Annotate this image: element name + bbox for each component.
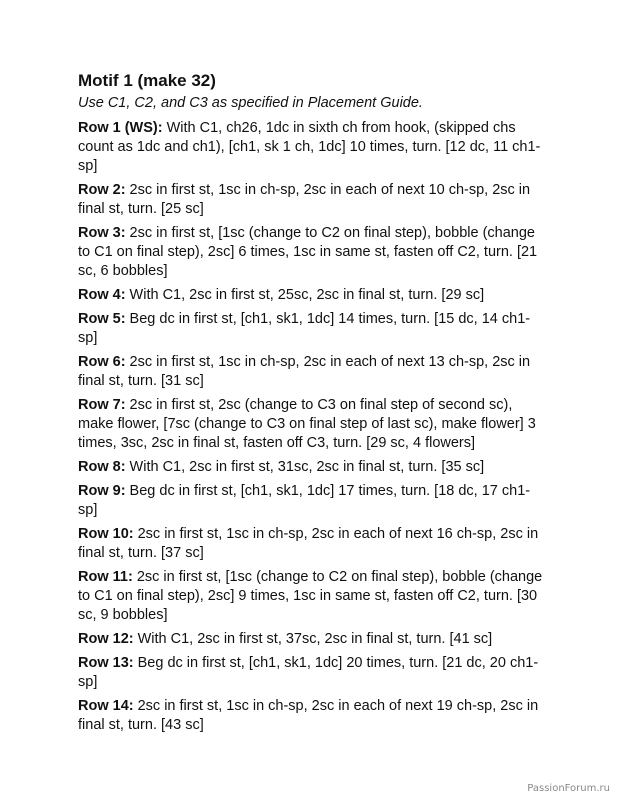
row-label: Row 7: <box>78 397 126 413</box>
row-text: With C1, 2sc in first st, 31sc, 2sc in final st, turn. [35 sc] <box>125 459 485 475</box>
pattern-row <box>78 482 548 520</box>
pattern-page <box>78 70 548 740</box>
row-label: Row 14: <box>78 698 134 714</box>
pattern-row <box>78 697 548 735</box>
pattern-row <box>78 654 548 692</box>
row-label: Row 6: <box>78 354 126 370</box>
pattern-row <box>78 310 548 348</box>
motif-title: Motif 1 (make 32) <box>78 71 216 90</box>
row-label: Row 8: <box>78 459 126 475</box>
row-label: Row 12: <box>78 631 134 647</box>
row-text: 2sc in first st, 1sc in ch-sp, 2sc in each of next 16 ch-sp, 2sc in final st, turn. [37 sc] <box>78 526 539 561</box>
row-text: 2sc in first st, 1sc in ch-sp, 2sc in each of next 13 ch-sp, 2sc in final st, turn. [31 sc] <box>78 354 531 389</box>
pattern-row <box>78 568 548 625</box>
row-text: With C1, 2sc in first st, 25sc, 2sc in final st, turn. [29 sc] <box>125 287 485 303</box>
row-label: Row 3: <box>78 225 126 241</box>
row-label: Row 4: <box>78 287 126 303</box>
row-text: 2sc in first st, 1sc in ch-sp, 2sc in each of next 10 ch-sp, 2sc in final st, turn. [25 sc] <box>78 182 531 217</box>
pattern-row <box>78 525 548 563</box>
row-label: Row 2: <box>78 182 126 198</box>
pattern-row <box>78 119 548 176</box>
row-text: With C1, ch26, 1dc in sixth ch from hook, (skipped chs count as 1dc and ch1), [ch1, sk 1 ch, 1dc] 10 times, turn. [12 dc, 11 ch1-sp] <box>78 120 541 174</box>
row-text: 2sc in first st, 2sc (change to C3 on final step of second sc), make flower, [7sc (change to C3 on final step of last sc), make flower] 3 times, 3sc, 2sc in final st, fasten off C3, turn. [29 sc, 4 flowers] <box>78 397 536 451</box>
watermark: PassionForum.ru <box>527 783 610 794</box>
row-text: Beg dc in first st, [ch1, sk1, 1dc] 14 times, turn. [15 dc, 14 ch1-sp] <box>78 311 531 346</box>
pattern-row <box>78 458 548 477</box>
pattern-row <box>78 286 548 305</box>
pattern-row <box>78 396 548 453</box>
pattern-row <box>78 224 548 281</box>
row-text: 2sc in first st, [1sc (change to C2 on final step), bobble (change to C1 on final step), 2sc] 6 times, 1sc in same st, fasten off C2, turn. [21 sc, 6 bobbles] <box>78 225 538 279</box>
row-label: Row 9: <box>78 483 126 499</box>
row-label: Row 5: <box>78 311 126 327</box>
row-label: Row 11: <box>78 569 133 585</box>
pattern-row <box>78 630 548 649</box>
pattern-row <box>78 353 548 391</box>
row-text: 2sc in first st, 1sc in ch-sp, 2sc in each of next 19 ch-sp, 2sc in final st, turn. [43 sc] <box>78 698 539 733</box>
row-label: Row 10: <box>78 526 134 542</box>
row-label: Row 13: <box>78 655 134 671</box>
motif-subtitle: Use C1, C2, and C3 as specified in Placement Guide. <box>78 95 423 111</box>
row-label: Row 1 (WS): <box>78 120 163 136</box>
row-text: 2sc in first st, [1sc (change to C2 on final step), bobble (change to C1 on final step), 2sc] 9 times, 1sc in same st, fasten off C2, turn. [30 sc, 9 bobbles] <box>78 569 543 623</box>
row-text: Beg dc in first st, [ch1, sk1, 1dc] 17 times, turn. [18 dc, 17 ch1-sp] <box>78 483 531 518</box>
pattern-row <box>78 181 548 219</box>
row-text: With C1, 2sc in first st, 37sc, 2sc in final st, turn. [41 sc] <box>133 631 493 647</box>
row-text: Beg dc in first st, [ch1, sk1, 1dc] 20 times, turn. [21 dc, 20 ch1-sp] <box>78 655 539 690</box>
